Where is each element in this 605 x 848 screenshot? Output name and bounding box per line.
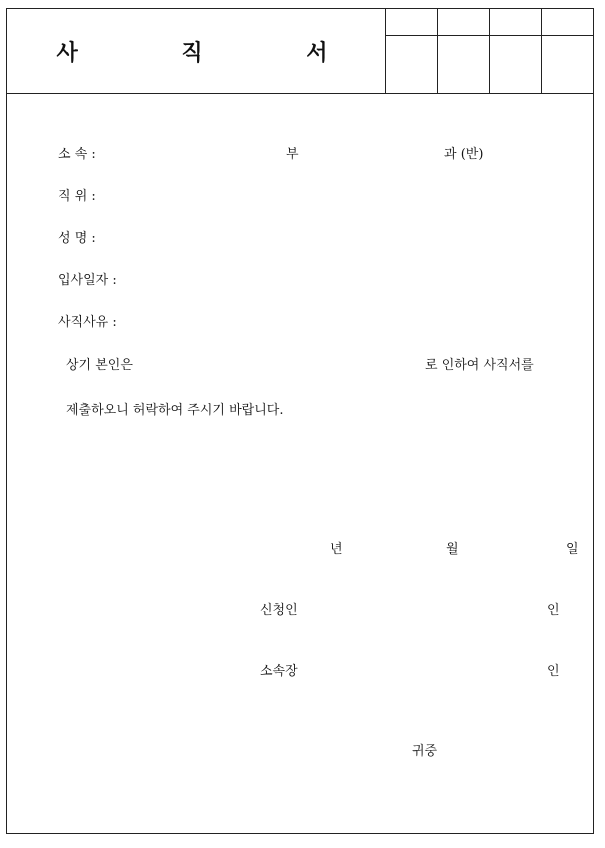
document-frame — [6, 8, 594, 834]
affiliation-label: 소 속 : — [58, 147, 96, 162]
reason-label: 사직사유 : — [58, 315, 117, 330]
approval-cell-sign — [490, 36, 542, 93]
statement-line1-start: 상기 본인은 — [66, 358, 133, 373]
date-year: 년 — [330, 542, 343, 557]
applicant-label: 신청인 — [260, 603, 298, 618]
document-header — [7, 9, 593, 94]
date-day: 일 — [566, 542, 579, 557]
applicant-seal: 인 — [547, 603, 560, 618]
manager-label: 소속장 — [260, 664, 298, 679]
approval-cell-label — [386, 9, 438, 36]
approval-cell-sign — [542, 36, 594, 93]
approval-cell-sign — [386, 36, 438, 93]
position-label: 직 위 : — [58, 189, 96, 204]
name-label: 성 명 : — [58, 231, 96, 246]
approval-grid — [385, 9, 594, 93]
statement-line1-end: 로 인하여 사직서를 — [425, 358, 534, 373]
manager-seal: 인 — [547, 664, 560, 679]
approval-cell-label — [438, 9, 490, 36]
approval-cell-sign — [438, 36, 490, 93]
date-month: 월 — [446, 542, 459, 557]
join-date-label: 입사일자 : — [58, 273, 117, 288]
approval-cell-label — [490, 9, 542, 36]
approval-cell-label — [542, 9, 594, 36]
section-suffix: 과 (반) — [444, 147, 484, 162]
recipient: 귀중 — [412, 744, 438, 759]
department-suffix: 부 — [286, 147, 299, 162]
statement-line2: 제출하오니 허락하여 주시기 바랍니다. — [66, 403, 284, 418]
document-title: 사 직 서 — [56, 39, 376, 66]
